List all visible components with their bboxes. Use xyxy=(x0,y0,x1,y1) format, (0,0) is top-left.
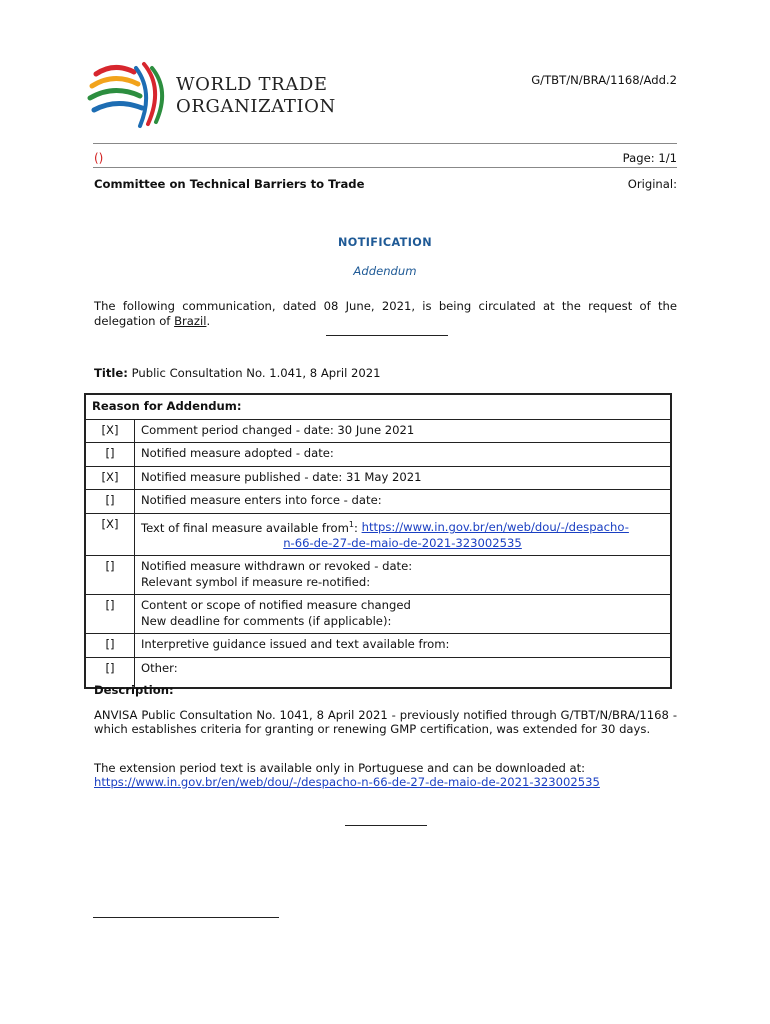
reason-text: Text of final measure available from xyxy=(141,520,349,535)
document-symbol: G/TBT/N/BRA/1168/Add.2 xyxy=(531,73,677,87)
extension-text: The extension period text is available only in Portuguese and can be downloaded at: xyxy=(94,761,586,775)
reason-text: Notified measure adopted - date: xyxy=(135,443,672,467)
checkbox-mark: [X] xyxy=(85,466,135,490)
checkbox-mark: [X] xyxy=(85,513,135,556)
footnote-ref: 1 xyxy=(348,519,354,529)
date-placeholder: () xyxy=(94,151,104,165)
reason-cell xyxy=(135,595,672,634)
section-separator xyxy=(326,335,448,336)
footnote-separator xyxy=(93,917,279,918)
organization-name xyxy=(176,74,336,118)
page-number: Page: 1/1 xyxy=(622,151,677,165)
header-rule-top xyxy=(93,143,677,144)
country-name: Brazil xyxy=(174,314,207,328)
reason-colon: : xyxy=(354,520,362,535)
final-measure-link-part1[interactable]: https://www.in.gov.br/en/web/dou/-/despacho- xyxy=(361,520,629,535)
description-body: ANVISA Public Consultation No. 1041, 8 April 2021 - previously notified through G/TBT/N/BRA/1168 - which establishes criteria for granting or renewing GMP certification, was extended for 30 days. xyxy=(94,708,677,736)
checkbox-mark: [] xyxy=(85,657,135,688)
intro-end: . xyxy=(206,314,211,328)
title-line xyxy=(94,366,381,380)
extension-paragraph xyxy=(94,762,677,789)
intro-text: The following communication, dated 08 June, 2021, is being circulated at the request of the delegation of xyxy=(94,299,677,328)
checkbox-mark: [] xyxy=(85,443,135,467)
reason-text: Notified measure published - date: 31 May 2021 xyxy=(135,466,672,490)
addendum-subheading: Addendum xyxy=(353,264,417,278)
reason-subtext: New deadline for comments (if applicable): xyxy=(141,613,392,628)
committee-name: Committee on Technical Barriers to Trade xyxy=(94,177,365,191)
reason-text: Notified measure withdrawn or revoked - date: xyxy=(141,559,413,574)
description-heading: Description: xyxy=(94,683,174,697)
table-row xyxy=(85,634,671,658)
table-row xyxy=(85,419,671,443)
organization-name-line2: ORGANIZATION xyxy=(176,96,336,117)
reason-subtext: Relevant symbol if measure re-notified: xyxy=(141,574,371,589)
title-label: Title: xyxy=(94,366,128,380)
extension-link[interactable]: https://www.in.gov.br/en/web/dou/-/despacho-n-66-de-27-de-maio-de-2021-323002535 xyxy=(94,774,600,789)
reason-text: Other: xyxy=(135,657,672,688)
reason-text: Interpretive guidance issued and text available from: xyxy=(135,634,672,658)
reason-text: Comment period changed - date: 30 June 2021 xyxy=(135,419,672,443)
table-row xyxy=(85,513,671,556)
reason-text: Content or scope of notified measure changed xyxy=(141,598,411,613)
end-separator xyxy=(345,825,427,826)
table-row xyxy=(85,595,671,634)
header-rule-bottom xyxy=(93,167,677,168)
final-measure-link-part2[interactable]: n-66-de-27-de-maio-de-2021-323002535 xyxy=(283,535,522,550)
original-language: Original: xyxy=(627,177,677,191)
table-row xyxy=(85,443,671,467)
checkbox-mark: [X] xyxy=(85,419,135,443)
reasons-table xyxy=(84,393,672,689)
wto-logo-icon xyxy=(84,58,176,130)
checkbox-mark: [] xyxy=(85,595,135,634)
intro-paragraph xyxy=(94,299,677,329)
checkbox-mark: [] xyxy=(85,634,135,658)
reasons-heading: Reason for Addendum: xyxy=(85,394,671,419)
checkbox-mark: [] xyxy=(85,556,135,595)
checkbox-mark: [] xyxy=(85,490,135,514)
notification-heading: NOTIFICATION xyxy=(338,236,432,249)
table-row xyxy=(85,556,671,595)
table-row xyxy=(85,490,671,514)
title-value: Public Consultation No. 1.041, 8 April 2021 xyxy=(127,366,381,380)
organization-name-line1: WORLD TRADE xyxy=(176,74,328,95)
table-row xyxy=(85,466,671,490)
reasons-header-row xyxy=(85,394,671,419)
reason-cell xyxy=(135,513,672,556)
reason-text: Notified measure enters into force - date: xyxy=(135,490,672,514)
reason-cell xyxy=(135,556,672,595)
